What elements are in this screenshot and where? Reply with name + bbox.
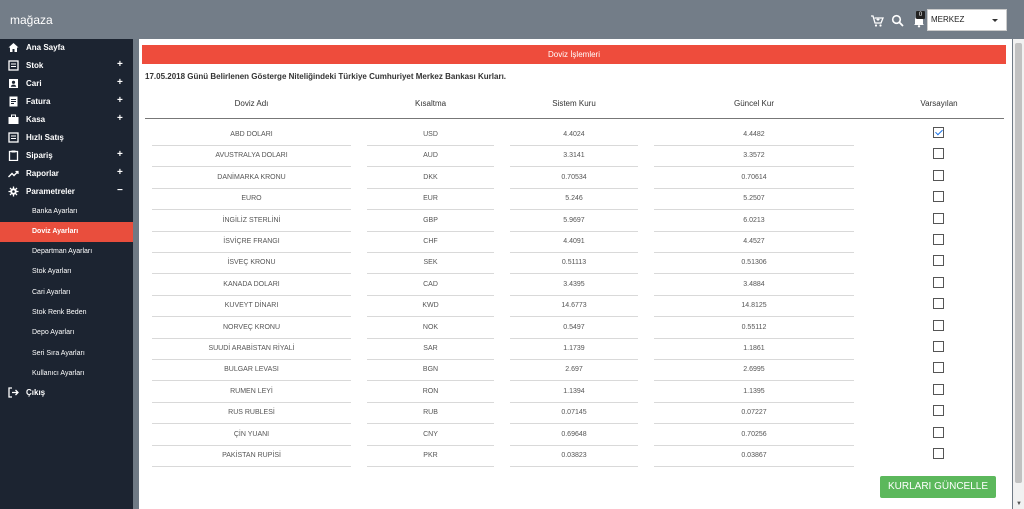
- current-rate-cell: 1.1395: [654, 382, 854, 403]
- invoice-icon: [8, 96, 19, 107]
- currency-code-cell: SEK: [367, 253, 494, 274]
- panel-header: Doviz İşlemleri: [142, 45, 1006, 64]
- page-subtitle: 17.05.2018 Günü Belirlenen Gösterge Niteliğindeki Türkiye Cumhuriyet Merkez Bankası Kurları.: [145, 72, 507, 81]
- currency-name-cell: NORVEÇ KRONU: [152, 318, 351, 339]
- currency-code-cell: RUB: [367, 403, 494, 424]
- sidebar-subitem-depo-ayarlari[interactable]: [0, 323, 133, 343]
- cash-icon: [8, 114, 19, 125]
- current-rate-cell: 1.1861: [654, 339, 854, 360]
- currency-name-cell: DANİMARKA KRONU: [152, 168, 351, 189]
- sidebar-item-label: Çıkış: [26, 388, 46, 397]
- system-rate-cell: 2.697: [510, 360, 638, 381]
- current-rate-cell: 0.03867: [654, 446, 854, 467]
- sidebar-item-label: Stok: [26, 61, 44, 70]
- system-rate-cell: 5.9697: [510, 211, 638, 232]
- current-rate-cell: 0.51306: [654, 253, 854, 274]
- sidebar-subitem-label: Seri Sıra Ayarları: [32, 350, 85, 357]
- currency-name-cell: PAKİSTAN RUPİSİ: [152, 446, 351, 467]
- sidebar: [0, 39, 133, 509]
- currency-code-cell: BGN: [367, 360, 494, 381]
- expand-icon: +: [117, 77, 123, 88]
- system-rate-cell: 0.70534: [510, 168, 638, 189]
- current-rate-cell: 14.8125: [654, 296, 854, 317]
- current-rate-cell: 0.70256: [654, 425, 854, 446]
- currency-code-cell: GBP: [367, 211, 494, 232]
- currency-name-cell: BULGAR LEVASI: [152, 360, 351, 381]
- update-rates-button[interactable]: KURLARI GÜNCELLE: [880, 476, 996, 498]
- top-bar: [0, 0, 1024, 39]
- currency-code-cell: SAR: [367, 339, 494, 360]
- currency-code-cell: AUD: [367, 146, 494, 167]
- currency-name-cell: AVUSTRALYA DOLARI: [152, 146, 351, 167]
- system-rate-cell: 5.246: [510, 189, 638, 210]
- account-icon: [8, 78, 19, 89]
- currency-name-cell: EURO: [152, 189, 351, 210]
- sidebar-item-ana-sayfa[interactable]: [0, 39, 133, 57]
- sidebar-subitem-label: Depo Ayarları: [32, 329, 75, 336]
- default-checkbox[interactable]: [933, 277, 944, 288]
- system-rate-cell: 0.69648: [510, 425, 638, 446]
- default-checkbox[interactable]: [933, 384, 944, 395]
- sidebar-subitem-label: Doviz Ayarları: [32, 228, 79, 235]
- column-header-name: Doviz Adı: [234, 99, 269, 108]
- scrollbar[interactable]: [1013, 39, 1024, 509]
- currency-name-cell: ABD DOLARI: [152, 125, 351, 146]
- sidebar-subitem-label: Departman Ayarları: [32, 248, 93, 255]
- default-checkbox[interactable]: [933, 148, 944, 159]
- home-icon: [8, 42, 19, 53]
- sidebar-subitem-stok-ayarlari[interactable]: [0, 262, 133, 282]
- expand-icon: +: [117, 59, 123, 70]
- sidebar-item-hizli-satis[interactable]: [0, 129, 133, 147]
- sidebar-subitem-label: Stok Renk Beden: [32, 309, 87, 316]
- sidebar-subitem-departman-ayarlari[interactable]: [0, 242, 133, 262]
- default-checkbox[interactable]: [933, 427, 944, 438]
- system-rate-cell: 0.07145: [510, 403, 638, 424]
- main-panel: [139, 39, 1012, 509]
- current-rate-cell: 4.4482: [654, 125, 854, 146]
- sidebar-subitem-seri-sira-ayarlari[interactable]: [0, 344, 133, 364]
- currency-code-cell: NOK: [367, 318, 494, 339]
- default-checkbox[interactable]: [933, 255, 944, 266]
- sidebar-subitem-label: Kullanıcı Ayarları: [32, 370, 85, 377]
- current-rate-cell: 2.6995: [654, 360, 854, 381]
- sidebar-subitem-label: Stok Ayarları: [32, 268, 72, 275]
- sidebar-subitem-cari-ayarlari[interactable]: [0, 283, 133, 303]
- sidebar-item-fatura[interactable]: [0, 93, 133, 111]
- sidebar-item-label: Hızlı Satış: [26, 133, 64, 142]
- app-title[interactable]: mağaza: [10, 13, 53, 27]
- currency-name-cell: İSVİÇRE FRANGI: [152, 232, 351, 253]
- system-rate-cell: 3.3141: [510, 146, 638, 167]
- column-header-system-rate: Sistem Kuru: [552, 99, 596, 108]
- sidebar-subitem-kullanici-ayarlari[interactable]: [0, 364, 133, 384]
- currency-code-cell: CNY: [367, 425, 494, 446]
- sidebar-subitem-label: Banka Ayarları: [32, 208, 78, 215]
- expand-icon: +: [117, 149, 123, 160]
- store-select-value: MERKEZ: [931, 15, 965, 24]
- column-header-current-rate: Güncel Kur: [733, 99, 775, 108]
- system-rate-cell: 4.4024: [510, 125, 638, 146]
- sidebar-item-parametreler[interactable]: [0, 183, 133, 201]
- currency-name-cell: RUMEN LEYİ: [152, 382, 351, 403]
- system-rate-cell: 0.51113: [510, 253, 638, 274]
- currency-code-cell: RON: [367, 382, 494, 403]
- default-checkbox[interactable]: [933, 234, 944, 245]
- sidebar-item-label: Fatura: [26, 97, 51, 106]
- default-checkbox[interactable]: [933, 341, 944, 352]
- sidebar-item-raporlar[interactable]: [0, 165, 133, 183]
- system-rate-cell: 4.4091: [510, 232, 638, 253]
- header-divider: [145, 118, 1004, 119]
- default-checkbox[interactable]: [933, 448, 944, 459]
- currency-code-cell: KWD: [367, 296, 494, 317]
- current-rate-cell: 5.2507: [654, 189, 854, 210]
- sidebar-item-label: Ana Sayfa: [26, 43, 65, 52]
- search-icon[interactable]: [891, 14, 905, 28]
- default-checkbox[interactable]: [933, 298, 944, 309]
- sidebar-item-kasa[interactable]: [0, 111, 133, 129]
- logout-icon: [8, 387, 19, 398]
- currency-name-cell: KUVEYT DİNARI: [152, 296, 351, 317]
- currency-name-cell: İSVEÇ KRONU: [152, 253, 351, 274]
- default-checkbox[interactable]: [933, 170, 944, 181]
- sidebar-item-stok[interactable]: [0, 57, 133, 75]
- currency-code-cell: DKK: [367, 168, 494, 189]
- sidebar-item-label: Cari: [26, 79, 42, 88]
- currency-name-cell: İNGİLİZ STERLİNİ: [152, 211, 351, 232]
- current-rate-cell: 3.4884: [654, 275, 854, 296]
- system-rate-cell: 0.5497: [510, 318, 638, 339]
- currency-name-cell: SUUDİ ARABİSTAN RİYALİ: [152, 339, 351, 360]
- sidebar-subitem-label: Cari Ayarları: [32, 289, 71, 296]
- system-rate-cell: 3.4395: [510, 275, 638, 296]
- sidebar-subitem-doviz-ayarlari[interactable]: [0, 222, 133, 242]
- sidebar-item-siparis[interactable]: [0, 147, 133, 165]
- notification-badge: 0: [916, 11, 925, 19]
- cart-icon[interactable]: [870, 14, 884, 28]
- currency-name-cell: ÇİN YUANI: [152, 425, 351, 446]
- system-rate-cell: 0.03823: [510, 446, 638, 467]
- currency-code-cell: CAD: [367, 275, 494, 296]
- current-rate-cell: 0.07227: [654, 403, 854, 424]
- sidebar-item-label: Kasa: [26, 115, 46, 124]
- system-rate-cell: 1.1394: [510, 382, 638, 403]
- quick-sale-icon: [8, 132, 19, 143]
- gear-icon: [8, 186, 19, 197]
- default-checkbox[interactable]: [933, 320, 944, 331]
- currency-code-cell: USD: [367, 125, 494, 146]
- currency-code-cell: EUR: [367, 189, 494, 210]
- current-rate-cell: 0.55112: [654, 318, 854, 339]
- sidebar-item-label: Parametreler: [26, 187, 75, 196]
- scrollbar-thumb[interactable]: [1015, 43, 1022, 483]
- sidebar-item-cikis[interactable]: [0, 384, 133, 402]
- stock-icon: [8, 60, 19, 71]
- scroll-down-icon[interactable]: ▼: [1016, 501, 1022, 507]
- sidebar-subitem-banka-ayarlari[interactable]: [0, 202, 133, 222]
- store-select[interactable]: [927, 9, 1007, 31]
- expand-icon: +: [117, 167, 123, 178]
- currency-name-cell: RUS RUBLESİ: [152, 403, 351, 424]
- current-rate-cell: 0.70614: [654, 168, 854, 189]
- current-rate-cell: 4.4527: [654, 232, 854, 253]
- collapse-icon: −: [117, 185, 123, 196]
- current-rate-cell: 6.0213: [654, 211, 854, 232]
- system-rate-cell: 14.6773: [510, 296, 638, 317]
- column-header-default: Varsayılan: [920, 99, 958, 108]
- column-header-code: Kısaltma: [414, 99, 447, 108]
- sidebar-subitem-stok-renk-beden[interactable]: [0, 303, 133, 323]
- currency-code-cell: PKR: [367, 446, 494, 467]
- order-icon: [8, 150, 19, 161]
- currency-name-cell: KANADA DOLARI: [152, 275, 351, 296]
- default-checkbox[interactable]: [933, 191, 944, 202]
- default-checkbox[interactable]: [933, 213, 944, 224]
- chevron-down-icon: [992, 19, 998, 22]
- currency-code-cell: CHF: [367, 232, 494, 253]
- sidebar-item-cari[interactable]: [0, 75, 133, 93]
- default-checkbox[interactable]: [933, 405, 944, 416]
- sidebar-item-label: Sipariş: [26, 151, 53, 160]
- sidebar-item-label: Raporlar: [26, 169, 59, 178]
- current-rate-cell: 3.3572: [654, 146, 854, 167]
- expand-icon: +: [117, 113, 123, 124]
- expand-icon: +: [117, 95, 123, 106]
- default-checkbox[interactable]: [933, 362, 944, 373]
- default-checkbox[interactable]: [933, 127, 944, 138]
- system-rate-cell: 1.1739: [510, 339, 638, 360]
- chart-icon: [8, 168, 19, 179]
